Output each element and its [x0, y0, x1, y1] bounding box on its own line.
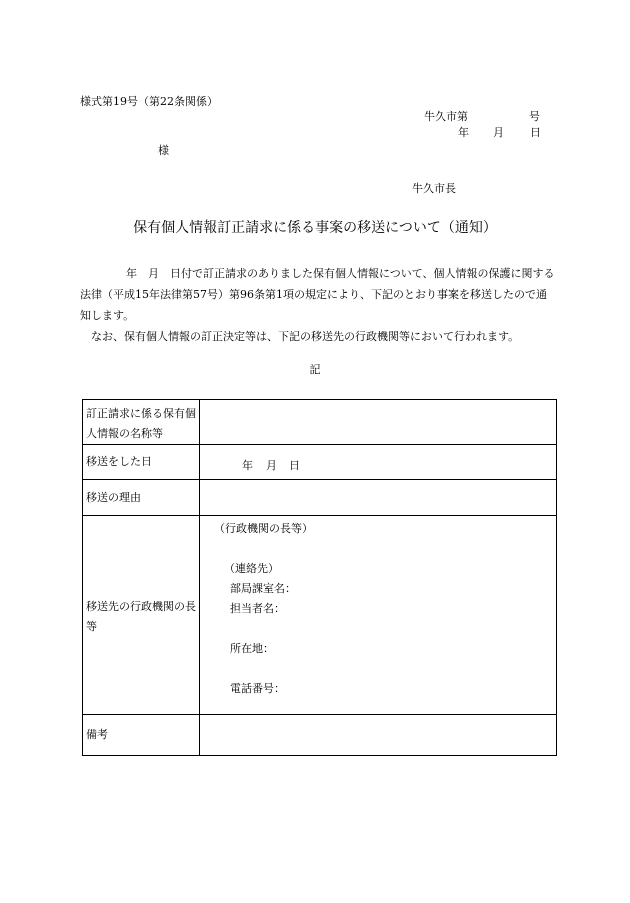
- ki-heading: 記: [309, 363, 321, 376]
- issue-date-month: 月: [493, 126, 504, 139]
- table-row: [83, 445, 557, 480]
- destination-person: 担当者名：: [230, 602, 285, 615]
- destination-label: 移送先の行政機関の長等: [86, 600, 196, 633]
- issue-date-year: 年: [458, 126, 469, 139]
- destination-head: （行政機関の長等）: [214, 522, 313, 535]
- sender: 牛久市長: [412, 182, 456, 195]
- destination-phone: 電話番号：: [230, 682, 285, 695]
- transfer-details-table: [82, 399, 557, 756]
- reference-number: [424, 111, 540, 122]
- issue-date-day: 日: [530, 126, 541, 139]
- transfer-date-month: 月: [266, 459, 277, 472]
- destination-contact: （連絡先）: [224, 562, 279, 575]
- info-name-label: 訂正請求に係る保有個人情報の名称等: [86, 407, 196, 440]
- remarks-value: [200, 715, 557, 756]
- remarks-label: 備考: [86, 728, 108, 741]
- body-paragraph-1: 年 月 日付で訂正請求のありました保有個人情報について、個人情報の保護に関する法律（平成15年法律第57号）第96条第1項の規定により、下記のとおり事案を移送したので通知します。: [80, 267, 555, 322]
- table-row: [83, 400, 557, 445]
- info-name-value: [200, 400, 557, 445]
- document-title: 保有個人情報訂正請求に係る事案の移送について（通知）: [133, 220, 497, 236]
- table-row: [83, 715, 557, 756]
- transfer-date-year: 年: [242, 459, 253, 472]
- body-paragraph-2: なお、保有個人情報の訂正決定等は、下記の移送先の行政機関等において行われます。: [91, 330, 520, 343]
- body-text: [80, 263, 556, 347]
- table-row: [83, 480, 557, 516]
- transfer-date-day: 日: [289, 459, 300, 472]
- transfer-reason-value: [200, 480, 557, 516]
- destination-value: [200, 516, 556, 714]
- transfer-date-label: 移送をした日: [86, 455, 152, 468]
- transfer-date-value: [200, 445, 556, 479]
- transfer-reason-label: 移送の理由: [86, 490, 141, 504]
- destination-address: 所在地：: [230, 642, 274, 655]
- table-row: [83, 516, 557, 715]
- reference-prefix: 牛久市第: [424, 110, 468, 123]
- addressee: 様: [158, 144, 169, 157]
- destination-dept: 部局課室名：: [230, 582, 296, 595]
- reference-suffix: 号: [529, 110, 540, 123]
- form-number: 様式第19号（第22条関係）: [80, 95, 218, 108]
